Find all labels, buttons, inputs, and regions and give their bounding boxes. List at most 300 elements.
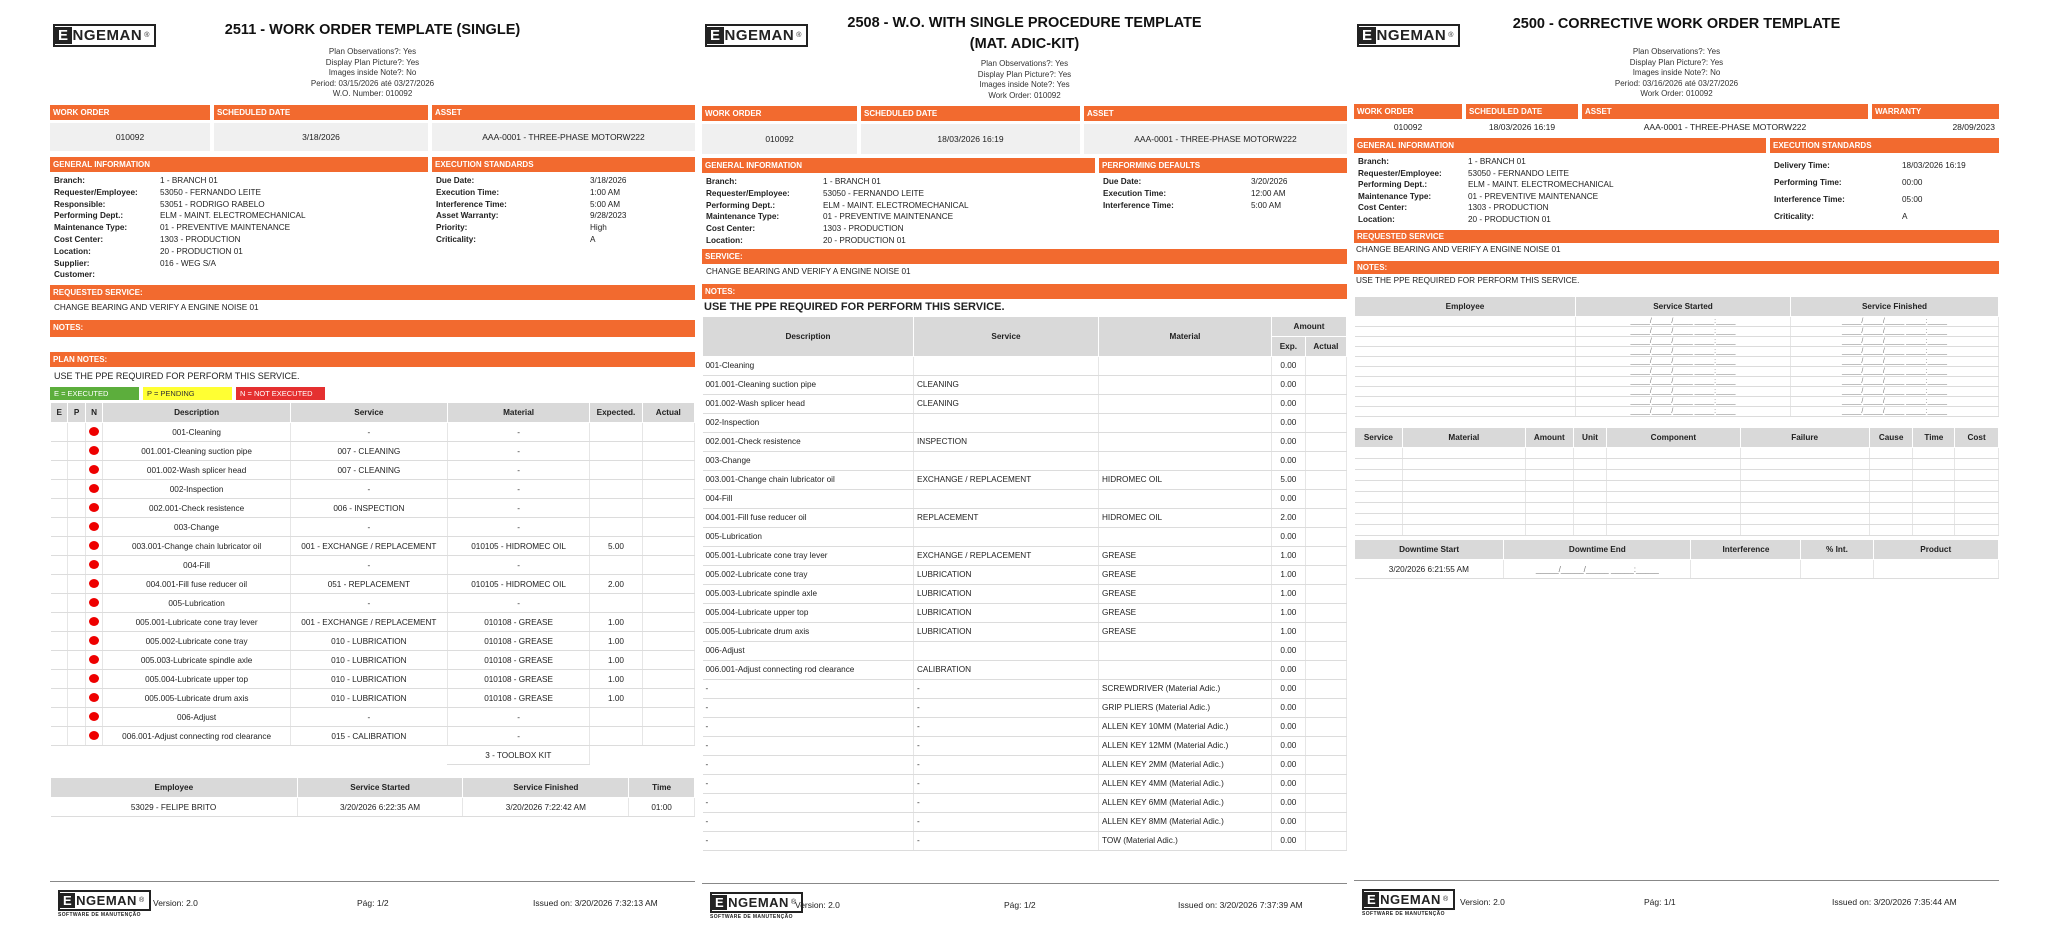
service-blank-cell[interactable] (1573, 459, 1607, 470)
service-blank-cell[interactable] (1525, 503, 1573, 514)
cell-material (1099, 394, 1272, 413)
cell-material (1099, 356, 1272, 375)
employee-cell[interactable] (1355, 377, 1576, 387)
cell-description: 006.001-Adjust connecting rod clearance (103, 727, 291, 746)
not-executed-dot-icon (89, 427, 99, 436)
service-blank-cell[interactable] (1402, 514, 1525, 525)
cell-description: - (703, 755, 914, 774)
service-blank-cell[interactable] (1955, 448, 1999, 459)
service-blank-cell[interactable] (1355, 492, 1403, 503)
cell-exp: 0.00 (1272, 489, 1306, 508)
service-text: CHANGE BEARING AND VERIFY A ENGINE NOISE 01 (706, 266, 911, 276)
check-p[interactable] (68, 613, 85, 632)
execution-field-key: Criticality: (436, 234, 477, 244)
check-e[interactable] (51, 727, 68, 746)
cell-service (914, 641, 1099, 660)
service-blank-cell[interactable] (1740, 470, 1869, 481)
page-subtitle: (MAT. ADIC-KIT) (969, 36, 1080, 52)
cell-description: 004.001-Fill fuse reducer oil (703, 508, 914, 527)
check-n[interactable] (85, 461, 102, 480)
performing-field-value: 12:00 AM (1251, 188, 1286, 198)
downtime-col-header: Downtime Start (1355, 540, 1504, 560)
footer-version: Version: 2.0 (1460, 897, 1505, 907)
employee-cell[interactable] (1355, 337, 1576, 347)
service-blank-cell[interactable] (1355, 525, 1403, 536)
check-e[interactable] (51, 537, 68, 556)
check-n[interactable] (85, 670, 102, 689)
check-p[interactable] (68, 708, 85, 727)
table-row (51, 480, 695, 499)
service-blank-cell[interactable] (1607, 448, 1740, 459)
service-blank-cell[interactable] (1869, 525, 1913, 536)
started-blank[interactable]: _____/_____/_____ _____:_____ (1576, 337, 1791, 347)
service-blank-cell[interactable] (1913, 514, 1955, 525)
service-blank-cell[interactable] (1869, 481, 1913, 492)
cell-exp: 1.00 (1272, 584, 1306, 603)
service-blank-cell[interactable] (1525, 459, 1573, 470)
service-blank-cell[interactable] (1573, 503, 1607, 514)
finished-blank[interactable]: _____/_____/_____ _____:_____ (1791, 367, 1999, 377)
service-blank-cell[interactable] (1402, 470, 1525, 481)
check-n[interactable] (85, 480, 102, 499)
table-row (51, 727, 695, 746)
service-blank-cell[interactable] (1869, 448, 1913, 459)
started-blank[interactable]: _____/_____/_____ _____:_____ (1576, 407, 1791, 417)
cell-actual (642, 708, 694, 727)
cell-actual (642, 613, 694, 632)
check-e[interactable] (51, 499, 68, 518)
cell-expected: 2.00 (590, 575, 642, 594)
general-field-key: Location: (1358, 214, 1395, 224)
service-blank-cell[interactable] (1869, 459, 1913, 470)
emp-col-header: Time (629, 778, 695, 798)
check-n[interactable] (85, 499, 102, 518)
svc-col-header: Failure (1740, 428, 1869, 448)
service-blank-cell[interactable] (1869, 470, 1913, 481)
table-row (703, 584, 1347, 603)
page-header (702, 0, 1347, 106)
service-blank-cell[interactable] (1525, 492, 1573, 503)
cell-exp: 1.00 (1272, 565, 1306, 584)
page-footer (1354, 880, 1999, 929)
requested-service-text: CHANGE BEARING AND VERIFY A ENGINE NOISE 01 (1356, 245, 1561, 254)
cell-exp: 1.00 (1272, 603, 1306, 622)
check-e[interactable] (51, 423, 68, 442)
check-p[interactable] (68, 480, 85, 499)
finished-blank[interactable]: _____/_____/_____ _____:_____ (1791, 327, 1999, 337)
cell-description: 001-Cleaning (103, 423, 291, 442)
cell-service: - (290, 518, 447, 537)
service-blank-cell[interactable] (1740, 525, 1869, 536)
emp-cell: 01:00 (629, 798, 695, 817)
finished-blank[interactable]: _____/_____/_____ _____:_____ (1791, 387, 1999, 397)
execution-standards-list (432, 172, 695, 249)
service-blank-cell[interactable] (1740, 448, 1869, 459)
work-order-page-2511 (50, 0, 695, 931)
cell-service: 007 - CLEANING (290, 461, 447, 480)
check-p[interactable] (68, 651, 85, 670)
finished-blank[interactable]: _____/_____/_____ _____:_____ (1791, 357, 1999, 367)
footer-page: Pág: 1/2 (357, 898, 389, 908)
not-executed-dot-icon (89, 712, 99, 721)
table-row (703, 375, 1347, 394)
service-blank-cell[interactable] (1573, 514, 1607, 525)
not-executed-dot-icon (89, 446, 99, 455)
notes-label: NOTES: (702, 284, 1347, 299)
cell-actual (642, 727, 694, 746)
cell-material: - (447, 423, 590, 442)
service-blank-cell[interactable] (1869, 514, 1913, 525)
service-blank-cell[interactable] (1402, 492, 1525, 503)
cell-actual (1305, 641, 1346, 660)
cell-expected (590, 480, 642, 499)
table-row (703, 698, 1347, 717)
cell-service: - (914, 717, 1099, 736)
service-blank-cell[interactable] (1402, 481, 1525, 492)
service-blank-cell[interactable] (1525, 481, 1573, 492)
cell-expected: 1.00 (590, 632, 642, 651)
check-n[interactable] (85, 594, 102, 613)
general-field-value: 53050 - FERNANDO LEITE (160, 187, 262, 197)
service-blank-cell[interactable] (1355, 459, 1403, 470)
cell-material: - (447, 556, 590, 575)
check-n[interactable] (85, 518, 102, 537)
service-blank-row (1355, 525, 1999, 536)
cell-description: 005.002-Lubricate cone tray (103, 632, 291, 651)
check-e[interactable] (51, 632, 68, 651)
not-executed-dot-icon (89, 484, 99, 493)
downtime-start-value: 3/20/2026 6:21:55 AM (1355, 560, 1504, 579)
service-blank-cell[interactable] (1955, 525, 1999, 536)
cell-service: - (290, 708, 447, 727)
cell-material (1099, 489, 1272, 508)
check-e[interactable] (51, 461, 68, 480)
finished-blank[interactable]: _____/_____/_____ _____:_____ (1791, 317, 1999, 327)
cell-actual (1305, 375, 1346, 394)
finished-blank[interactable]: _____/_____/_____ _____:_____ (1791, 397, 1999, 407)
service-blank-cell[interactable] (1573, 492, 1607, 503)
service-blank-cell[interactable] (1913, 470, 1955, 481)
cell-exp: 0.00 (1272, 774, 1306, 793)
service-blank-cell[interactable] (1607, 481, 1740, 492)
cell-material (1099, 527, 1272, 546)
employee-cell[interactable] (1355, 347, 1576, 357)
cell-actual (1305, 736, 1346, 755)
svc-col-header: Cost (1955, 428, 1999, 448)
service-blank-cell[interactable] (1740, 492, 1869, 503)
performing-field-key: Execution Time: (1103, 188, 1167, 198)
service-blank-cell[interactable] (1955, 492, 1999, 503)
started-blank[interactable]: _____/_____/_____ _____:_____ (1576, 367, 1791, 377)
service-blank-cell[interactable] (1525, 470, 1573, 481)
cell-service: 010 - LUBRICATION (290, 670, 447, 689)
finished-blank[interactable]: _____/_____/_____ _____:_____ (1791, 407, 1999, 417)
employee-cell[interactable] (1355, 387, 1576, 397)
table-row (703, 470, 1347, 489)
col-service-started: Service Started (1576, 297, 1791, 317)
service-blank-cell[interactable] (1740, 503, 1869, 514)
cell-exp: 0.00 (1272, 793, 1306, 812)
service-blank-cell[interactable] (1869, 503, 1913, 514)
employee-cell[interactable] (1355, 397, 1576, 407)
service-blank-cell[interactable] (1402, 459, 1525, 470)
service-blank-cell[interactable] (1740, 459, 1869, 470)
finished-blank[interactable]: _____/_____/_____ _____:_____ (1791, 347, 1999, 357)
cell-material (1099, 641, 1272, 660)
check-p[interactable] (68, 518, 85, 537)
table-row (51, 708, 695, 727)
not-executed-dot-icon (89, 503, 99, 512)
started-blank[interactable]: _____/_____/_____ _____:_____ (1576, 377, 1791, 387)
cell-exp: 0.00 (1272, 451, 1306, 470)
info-section (50, 157, 695, 284)
service-blank-row (1355, 514, 1999, 525)
col-header: Actual (642, 403, 694, 423)
service-blank-cell[interactable] (1955, 459, 1999, 470)
check-n[interactable] (85, 442, 102, 461)
service-blank-cell[interactable] (1573, 481, 1607, 492)
check-p[interactable] (68, 461, 85, 480)
service-blank-cell[interactable] (1913, 492, 1955, 503)
employee-cell[interactable] (1355, 357, 1576, 367)
service-blank-cell[interactable] (1607, 514, 1740, 525)
cell-material (1099, 413, 1272, 432)
check-e[interactable] (51, 518, 68, 537)
service-blank-cell[interactable] (1573, 525, 1607, 536)
service-blank-cell[interactable] (1955, 481, 1999, 492)
check-e[interactable] (51, 708, 68, 727)
service-blank-cell[interactable] (1607, 459, 1740, 470)
general-info-label: GENERAL INFORMATION (50, 157, 428, 172)
check-p[interactable] (68, 537, 85, 556)
service-blank-cell[interactable] (1525, 514, 1573, 525)
cell-actual (1305, 584, 1346, 603)
service-blank-cell[interactable] (1869, 492, 1913, 503)
check-n[interactable] (85, 689, 102, 708)
check-n[interactable] (85, 727, 102, 746)
not-executed-dot-icon (89, 560, 99, 569)
cell-material: 010108 - GREASE (447, 651, 590, 670)
check-e[interactable] (51, 442, 68, 461)
general-info-list (1354, 153, 1766, 228)
check-n[interactable] (85, 556, 102, 575)
cell-expected: 1.00 (590, 689, 642, 708)
check-n[interactable] (85, 537, 102, 556)
service-blank-cell[interactable] (1913, 525, 1955, 536)
cell-description: 003.001-Change chain lubricator oil (703, 470, 914, 489)
service-blank-cell[interactable] (1525, 525, 1573, 536)
service-blank-cell[interactable] (1402, 525, 1525, 536)
started-blank[interactable]: _____/_____/_____ _____:_____ (1576, 317, 1791, 327)
cell-service: - (914, 831, 1099, 850)
plan-notes-text: USE THE PPE REQUIRED FOR PERFORM THIS SERVICE. (54, 371, 300, 382)
footer-page: Pág: 1/2 (1004, 900, 1036, 910)
check-p[interactable] (68, 632, 85, 651)
table-row (703, 432, 1347, 451)
employee-blank-row (1355, 377, 1999, 387)
cell-exp: 1.00 (1272, 622, 1306, 641)
cell-exp: 0.00 (1272, 755, 1306, 774)
check-e[interactable] (51, 613, 68, 632)
table-row (51, 461, 695, 480)
table-row (703, 546, 1347, 565)
cell-description: 006.001-Adjust connecting rod clearance (703, 660, 914, 679)
service-blank-cell[interactable] (1740, 481, 1869, 492)
service-blank-cell[interactable] (1355, 448, 1403, 459)
service-blank-cell[interactable] (1573, 470, 1607, 481)
scheduled-date-label: SCHEDULED DATE (214, 105, 428, 120)
service-blank-row (1355, 481, 1999, 492)
service-blank-cell[interactable] (1955, 470, 1999, 481)
started-blank[interactable]: _____/_____/_____ _____:_____ (1576, 387, 1791, 397)
started-blank[interactable]: _____/_____/_____ _____:_____ (1576, 327, 1791, 337)
cell-actual (642, 556, 694, 575)
finished-blank[interactable]: _____/_____/_____ _____:_____ (1791, 337, 1999, 347)
general-field-key: Cost Center: (706, 224, 756, 234)
check-n[interactable] (85, 613, 102, 632)
cell-actual (1305, 622, 1346, 641)
check-n[interactable] (85, 423, 102, 442)
check-e[interactable] (51, 670, 68, 689)
check-p[interactable] (68, 556, 85, 575)
asset-value: AAA-0001 - THREE-PHASE MOTORW222 (1084, 124, 1347, 154)
page-title: 2500 - CORRECTIVE WORK ORDER TEMPLATE (1512, 16, 1841, 32)
service-blank-cell[interactable] (1913, 448, 1955, 459)
service-blank-cell[interactable] (1525, 448, 1573, 459)
cell-actual (1305, 432, 1346, 451)
cell-description: 001.002-Wash splicer head (103, 461, 291, 480)
cell-material: SCREWDRIVER (Material Adic.) (1099, 679, 1272, 698)
svc-col-header: Cause (1869, 428, 1913, 448)
cell-description: 005.003-Lubricate spindle axle (103, 651, 291, 670)
engeman-logo: E NGEMAN ® (53, 24, 156, 47)
general-field-key: Maintenance Type: (1358, 191, 1432, 201)
cell-description: 002-Inspection (103, 480, 291, 499)
cell-service: - (914, 812, 1099, 831)
check-e[interactable] (51, 575, 68, 594)
service-blank-cell[interactable] (1355, 514, 1403, 525)
employee-cell[interactable] (1355, 407, 1576, 417)
execution-field-value: A (1902, 212, 1908, 221)
check-e[interactable] (51, 651, 68, 670)
emp-col-header: Employee (51, 778, 298, 798)
check-p[interactable] (68, 423, 85, 442)
asset-label: ASSET (432, 105, 695, 120)
check-e[interactable] (51, 556, 68, 575)
service-blank-cell[interactable] (1607, 470, 1740, 481)
general-field-key: Cost Center: (54, 234, 104, 244)
cell-actual (1305, 451, 1346, 470)
execution-field-value: 9/28/2023 (590, 211, 627, 221)
cell-actual (642, 518, 694, 537)
execution-field-value: High (590, 223, 607, 233)
header-fields (1354, 104, 1999, 136)
service-blank-cell[interactable] (1402, 503, 1525, 514)
cell-material: - (447, 480, 590, 499)
requested-service-label: REQUESTED SERVICE (1354, 230, 1999, 243)
check-n[interactable] (85, 575, 102, 594)
table-row (51, 594, 695, 613)
employee-cell[interactable] (1355, 317, 1576, 327)
emp-col-header: Service Finished (463, 778, 629, 798)
cell-material: ALLEN KEY 2MM (Material Adic.) (1099, 755, 1272, 774)
cell-material: GREASE (1099, 603, 1272, 622)
finished-blank[interactable]: _____/_____/_____ _____:_____ (1791, 377, 1999, 387)
cell-actual (642, 537, 694, 556)
general-field-key: Requester/Employee: (706, 188, 790, 198)
not-executed-dot-icon (89, 636, 99, 645)
service-blank-cell[interactable] (1402, 448, 1525, 459)
execution-field-key: Due Date: (436, 176, 475, 185)
check-p[interactable] (68, 670, 85, 689)
service-blank-cell[interactable] (1955, 503, 1999, 514)
col-employee: Employee (1355, 297, 1576, 317)
cell-service: LUBRICATION (914, 584, 1099, 603)
procedure-table (702, 316, 1347, 851)
started-blank[interactable]: _____/_____/_____ _____:_____ (1576, 347, 1791, 357)
work-order-page-2508 (702, 0, 1347, 931)
service-blank-cell[interactable] (1607, 503, 1740, 514)
cell-service: - (290, 594, 447, 613)
not-executed-dot-icon (89, 541, 99, 550)
service-blank-cell[interactable] (1355, 481, 1403, 492)
cell-actual (642, 461, 694, 480)
service-blank-cell[interactable] (1955, 514, 1999, 525)
started-blank[interactable]: _____/_____/_____ _____:_____ (1576, 357, 1791, 367)
check-p[interactable] (68, 727, 85, 746)
cell-expected: 5.00 (590, 537, 642, 556)
service-blank-cell[interactable] (1355, 503, 1403, 514)
employee-cell[interactable] (1355, 327, 1576, 337)
check-e[interactable] (51, 480, 68, 499)
check-n[interactable] (85, 651, 102, 670)
col-header: P (68, 403, 85, 423)
work-order-label: WORK ORDER (702, 106, 857, 121)
service-blank-cell[interactable] (1913, 481, 1955, 492)
check-p[interactable] (68, 499, 85, 518)
service-blank-cell[interactable] (1913, 503, 1955, 514)
general-info-list (702, 173, 1095, 250)
service-blank-cell[interactable] (1573, 448, 1607, 459)
check-p[interactable] (68, 442, 85, 461)
started-blank[interactable]: _____/_____/_____ _____:_____ (1576, 397, 1791, 407)
check-e[interactable] (51, 594, 68, 613)
check-p[interactable] (68, 575, 85, 594)
employee-blank-row (1355, 387, 1999, 397)
general-field-key: Cost Center: (1358, 203, 1408, 212)
service-blank-cell[interactable] (1607, 525, 1740, 536)
cell-material (1099, 432, 1272, 451)
cell-description: 006-Adjust (703, 641, 914, 660)
employee-cell[interactable] (1355, 367, 1576, 377)
check-n[interactable] (85, 632, 102, 651)
check-n[interactable] (85, 708, 102, 727)
service-blank-cell[interactable] (1355, 470, 1403, 481)
service-blank-cell[interactable] (1607, 492, 1740, 503)
cell-service: EXCHANGE / REPLACEMENT (914, 470, 1099, 489)
general-field-value: 1 - BRANCH 01 (1468, 157, 1526, 166)
service-blank-cell[interactable] (1913, 459, 1955, 470)
check-p[interactable] (68, 689, 85, 708)
cell-service: LUBRICATION (914, 622, 1099, 641)
check-e[interactable] (51, 689, 68, 708)
table-row (51, 423, 695, 442)
footer-logo: E NGEMAN ® SOFTWARE DE MANUTENÇÃO (710, 892, 803, 920)
col-header: Expected. (590, 403, 642, 423)
service-blank-cell[interactable] (1740, 514, 1869, 525)
general-info-label: GENERAL INFORMATION (702, 158, 1095, 173)
check-p[interactable] (68, 594, 85, 613)
